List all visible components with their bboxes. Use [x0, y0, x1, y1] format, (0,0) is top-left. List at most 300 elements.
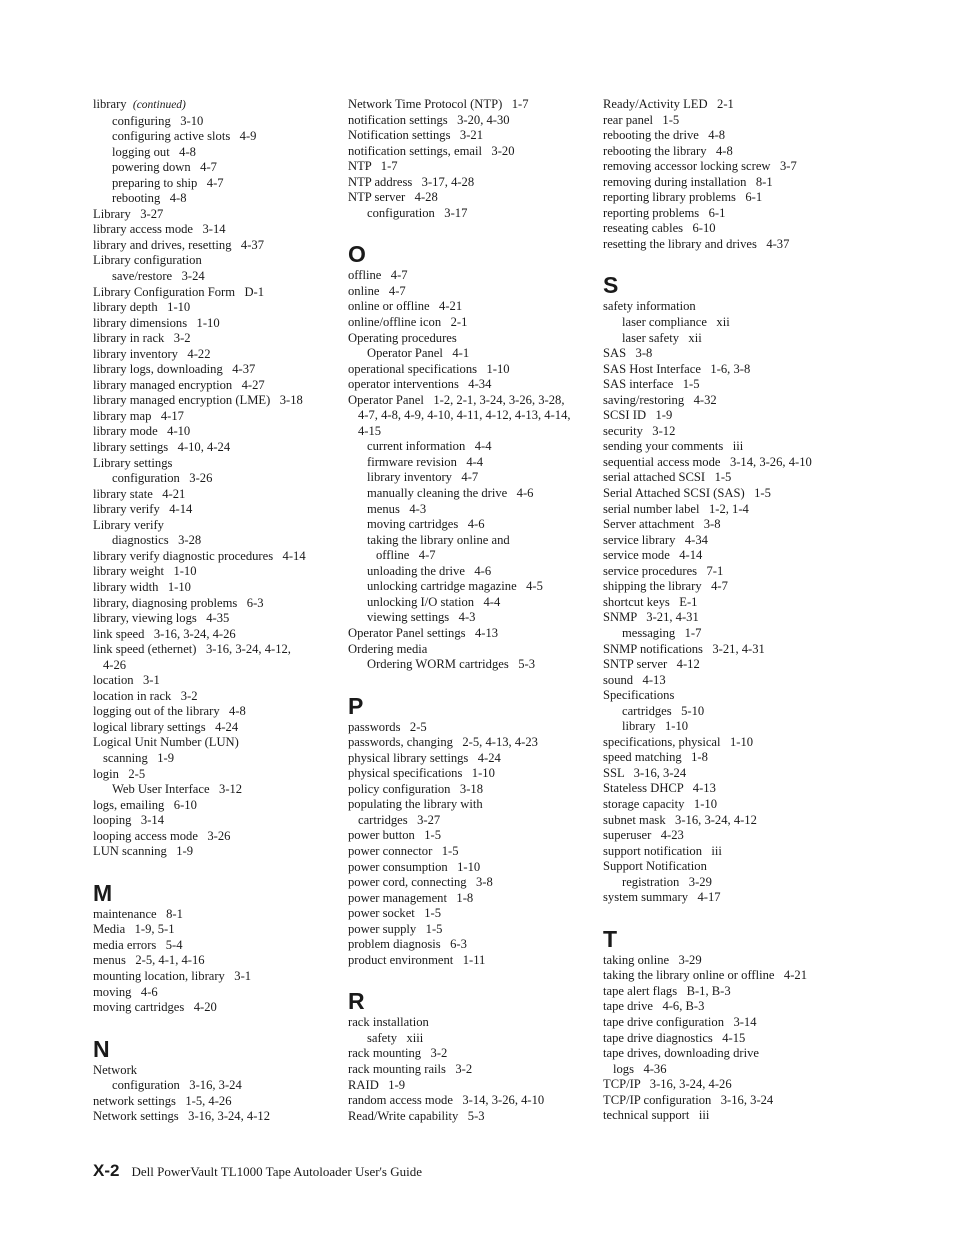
index-entry-text: notification settings, email 3-20	[348, 143, 515, 158]
index-entry-text: serial attached SCSI 1-5	[603, 470, 732, 485]
index-entry-text: Read/Write capability 5-3	[348, 1108, 485, 1123]
index-entry	[348, 1062, 593, 1078]
index-entry-text: login 2-5	[93, 766, 146, 781]
index-entry	[93, 767, 338, 783]
index-entry-text: library 1-10	[622, 719, 689, 734]
index-subentry	[348, 455, 593, 471]
index-entry	[93, 985, 338, 1001]
index-entry-text: LUN scanning 1-9	[93, 844, 194, 859]
index-entry	[603, 362, 848, 378]
index-subentry	[603, 1062, 848, 1078]
index-entry	[93, 393, 338, 409]
index-entry-text: Specifications	[603, 688, 675, 703]
index-entry	[603, 735, 848, 751]
index-entry	[603, 502, 848, 518]
index-entry-text: safety information	[603, 299, 696, 314]
index-subentry	[348, 813, 593, 829]
index-entry-text: rebooting the drive 4-8	[603, 128, 726, 143]
index-entry-text: library inventory 4-7	[367, 470, 479, 485]
index-subentry	[603, 875, 848, 891]
index-entry	[348, 1109, 593, 1125]
index-entry-text: Operator Panel 1-2, 2-1, 3-24, 3-26, 3-28,	[348, 392, 565, 407]
index-entry-text: library map 4-17	[93, 408, 184, 423]
index-entry	[93, 97, 338, 114]
index-entry	[603, 424, 848, 440]
index-subentry	[348, 486, 593, 502]
index-entry	[93, 253, 338, 269]
index-entry-text: library depth 1-10	[93, 300, 191, 315]
index-entry-text: library verify diagnostic procedures 4-14	[93, 548, 306, 563]
index-entry-text: Logical Unit Number (LUN)	[93, 735, 239, 750]
index-entry-text: service library 4-34	[603, 532, 708, 547]
index-entry	[348, 1078, 593, 1094]
index-entry	[603, 1046, 848, 1062]
index-entry	[93, 316, 338, 332]
index-entry-text: link speed 3-16, 3-24, 4-26	[93, 626, 236, 641]
index-entry	[348, 860, 593, 876]
index-entry	[603, 237, 848, 253]
index-entry-text: operational specifications 1-10	[348, 361, 510, 376]
index-subentry	[348, 1031, 593, 1047]
index-entry-text: notification settings 3-20, 4-30	[348, 112, 510, 127]
index-entry	[603, 844, 848, 860]
index-entry	[348, 797, 593, 813]
index-entry-text: library verify 4-14	[93, 502, 193, 517]
index-entry-text: Ordering media	[348, 641, 428, 656]
index-entry	[348, 284, 593, 300]
index-entry-text: safety xiii	[367, 1030, 424, 1045]
index-subentry	[348, 595, 593, 611]
index-entry-text: Network Time Protocol (NTP) 1-7	[348, 97, 529, 111]
index-entry-text: resetting the library and drives 4-37	[603, 236, 790, 251]
index-entry-text: rack installation	[348, 1015, 429, 1030]
index-entry	[603, 439, 848, 455]
index-entry-text: moving cartridges 4-6	[367, 517, 485, 532]
index-entry-text: passwords 2-5	[348, 719, 427, 734]
index-entry	[603, 859, 848, 875]
index-entry	[348, 828, 593, 844]
index-entry	[603, 579, 848, 595]
index-entry	[348, 953, 593, 969]
index-entry-text: moving 4-6	[93, 984, 158, 999]
index-entry	[603, 797, 848, 813]
index-entry	[93, 285, 338, 301]
index-entry	[348, 393, 593, 409]
index-entry-text: Library configuration	[93, 253, 202, 268]
index-entry-text: laser safety xii	[622, 330, 702, 345]
index-entry-text: reporting problems 6-1	[603, 205, 726, 220]
index-entry-text: power connector 1-5	[348, 843, 459, 858]
index-entry	[603, 984, 848, 1000]
index-entry	[603, 673, 848, 689]
index-subentry	[348, 579, 593, 595]
index-entry-text: powering down 4-7	[112, 160, 217, 175]
index-entry	[348, 626, 593, 642]
index-entry	[603, 1093, 848, 1109]
index-entry	[93, 1109, 338, 1125]
index-entry	[348, 299, 593, 315]
index-entry-text: library settings 4-10, 4-24	[93, 440, 231, 455]
section-letter-heading: O	[348, 241, 366, 268]
index-entry-text: Library verify	[93, 517, 164, 532]
index-entry-text: superuser 4-23	[603, 828, 684, 843]
index-subentry	[93, 269, 338, 285]
index-entry	[603, 564, 848, 580]
index-subentry	[93, 782, 338, 798]
index-entry-text: rear panel 1-5	[603, 112, 680, 127]
index-entry	[93, 331, 338, 347]
index-entry-text: looping 3-14	[93, 813, 165, 828]
index-subentry	[348, 657, 593, 673]
index-entry-text: library weight 1-10	[93, 564, 197, 579]
index-entry	[603, 346, 848, 362]
index-entry-text: SNMP notifications 3-21, 4-31	[603, 641, 765, 656]
index-entry-text: library dimensions 1-10	[93, 315, 220, 330]
index-subentry	[348, 533, 593, 549]
index-entry-text: product environment 1-11	[348, 952, 486, 967]
index-entry	[93, 689, 338, 705]
index-entry	[348, 128, 593, 144]
index-entry-text: Library settings	[93, 455, 173, 470]
index-entry-text: menus 2-5, 4-1, 4-16	[93, 953, 205, 968]
index-entry	[603, 175, 848, 191]
index-entry	[348, 159, 593, 175]
index-entry	[93, 424, 338, 440]
index-entry	[348, 937, 593, 953]
section-letter-heading: S	[603, 272, 619, 299]
index-entry-text: preparing to ship 4-7	[112, 175, 224, 190]
index-entry-text: current information 4-4	[367, 439, 492, 454]
index-entry-text: online/offline icon 2-1	[348, 315, 468, 330]
index-entry	[93, 673, 338, 689]
index-entry	[348, 1046, 593, 1062]
section-letter-heading: N	[93, 1035, 110, 1062]
index-entry-text: library managed encryption 4-27	[93, 377, 265, 392]
index-entry-text: rebooting 4-8	[112, 191, 187, 206]
index-entry	[93, 798, 338, 814]
index-entry-text: removing during installation 8-1	[603, 174, 773, 189]
index-subentry	[348, 548, 593, 564]
index-entry	[603, 999, 848, 1015]
index-entry-text: library	[93, 97, 127, 111]
index-entry-text: online 4-7	[348, 283, 406, 298]
index-entry	[93, 953, 338, 969]
index-entry	[603, 968, 848, 984]
index-subentry	[348, 206, 593, 222]
index-entry	[93, 440, 338, 456]
index-entry-text: Network settings 3-16, 3-24, 4-12	[93, 1109, 270, 1124]
index-entry	[93, 735, 338, 751]
index-entry-text: 4-15	[358, 423, 382, 438]
index-entry-text: taking online 3-29	[603, 952, 702, 967]
index-column-1	[93, 97, 338, 1125]
index-entry	[603, 533, 848, 549]
index-entry	[93, 378, 338, 394]
index-entry-text: logging out 4-8	[112, 144, 196, 159]
index-entry	[93, 922, 338, 938]
index-entry-text: passwords, changing 2-5, 4-13, 4-23	[348, 735, 538, 750]
index-entry	[93, 487, 338, 503]
index-entry-text: SNMP 3-21, 4-31	[603, 610, 699, 625]
page-footer	[93, 1161, 422, 1181]
index-entry-text: laser compliance xii	[622, 315, 730, 330]
index-subentry	[93, 1078, 338, 1094]
index-entry-text: saving/restoring 4-32	[603, 392, 717, 407]
index-subentry	[93, 471, 338, 487]
index-entry-text: scanning 1-9	[103, 750, 174, 765]
index-entry-text: tape drive 4-6, B-3	[603, 999, 705, 1014]
index-entry-text: NTP 1-7	[348, 159, 398, 174]
index-entry-text: logs, emailing 6-10	[93, 797, 197, 812]
index-entry-text: library managed encryption (LME) 3-18	[93, 393, 303, 408]
index-entry-text: unlocking I/O station 4-4	[367, 594, 501, 609]
index-entry-text: support notification iii	[603, 843, 722, 858]
index-entry	[93, 720, 338, 736]
index-subentry	[603, 719, 848, 735]
index-entry-text: rack mounting 3-2	[348, 1046, 448, 1061]
index-column-3	[603, 97, 848, 1124]
index-entry	[348, 875, 593, 891]
index-entry	[348, 906, 593, 922]
index-entry	[603, 1108, 848, 1124]
index-entry	[603, 1031, 848, 1047]
index-entry	[603, 766, 848, 782]
index-entry	[93, 627, 338, 643]
index-subentry	[93, 176, 338, 192]
index-entry-text: SAS 3-8	[603, 346, 653, 361]
index-entry	[348, 175, 593, 191]
index-subentry	[348, 470, 593, 486]
index-entry	[93, 456, 338, 472]
index-entry-text: power supply 1-5	[348, 921, 443, 936]
index-entry-text: populating the library with	[348, 797, 483, 812]
index-entry-text: power socket 1-5	[348, 906, 442, 921]
index-entry-text: Serial Attached SCSI (SAS) 1-5	[603, 486, 771, 501]
index-entry-text: library and drives, resetting 4-37	[93, 237, 265, 252]
index-entry-text: removing accessor locking screw 3-7	[603, 159, 797, 174]
index-entry-text: moving cartridges 4-20	[93, 1000, 217, 1015]
index-entry-text: unlocking cartridge magazine 4-5	[367, 579, 543, 594]
index-entry-text: shipping the library 4-7	[603, 579, 728, 594]
index-entry	[603, 548, 848, 564]
index-entry-text: Operating procedures	[348, 330, 457, 345]
index-entry-text: Operator Panel settings 4-13	[348, 625, 499, 640]
index-entry	[93, 549, 338, 565]
index-entry-text: Library Configuration Form D-1	[93, 284, 265, 299]
index-entry	[603, 610, 848, 626]
index-entry-text: maintenance 8-1	[93, 906, 183, 921]
index-subentry	[93, 191, 338, 207]
index-entry-text: taking the library online or offline 4-21	[603, 968, 808, 983]
section-letter-heading: P	[348, 692, 364, 719]
index-entry	[93, 502, 338, 518]
index-subentry	[348, 610, 593, 626]
index-entry-text: sequential access mode 3-14, 3-26, 4-10	[603, 454, 812, 469]
index-entry	[348, 720, 593, 736]
index-entry-text: offline 4-7	[348, 268, 408, 283]
index-entry	[93, 813, 338, 829]
index-entry-text: library access mode 3-14	[93, 222, 226, 237]
index-entry	[348, 331, 593, 347]
index-entry	[93, 844, 338, 860]
index-entry	[93, 1094, 338, 1110]
index-entry-text: serial number label 1-2, 1-4	[603, 501, 749, 516]
index-entry	[348, 642, 593, 658]
index-entry	[93, 829, 338, 845]
index-entry	[348, 1093, 593, 1109]
index-entry	[93, 611, 338, 627]
index-entry-text: 4-26	[103, 657, 127, 672]
index-entry-text: storage capacity 1-10	[603, 796, 717, 811]
index-entry	[603, 128, 848, 144]
index-entry-text: firmware revision 4-4	[367, 454, 484, 469]
index-entry	[348, 377, 593, 393]
index-entry	[603, 517, 848, 533]
index-entry	[348, 113, 593, 129]
index-entry	[348, 190, 593, 206]
index-entry-text: library mode 4-10	[93, 424, 191, 439]
index-entry	[603, 1015, 848, 1031]
index-entry-text: SSL 3-16, 3-24	[603, 765, 687, 780]
index-entry-text: rebooting the library 4-8	[603, 143, 733, 158]
index-subentry	[348, 517, 593, 533]
index-entry-text: NTP server 4-28	[348, 190, 438, 205]
index-entry	[348, 735, 593, 751]
index-entry-text: configuration 3-17	[367, 205, 468, 220]
index-entry	[348, 751, 593, 767]
index-entry-text: power button 1-5	[348, 828, 442, 843]
index-entry-text: logical library settings 4-24	[93, 719, 239, 734]
index-entry	[603, 890, 848, 906]
index-entry-text: Operator Panel 4-1	[367, 346, 470, 361]
section-letter-heading: M	[93, 879, 113, 906]
index-entry-text: location in rack 3-2	[93, 688, 198, 703]
index-entry	[603, 813, 848, 829]
index-entry	[93, 300, 338, 316]
index-entry-text: library in rack 3-2	[93, 331, 191, 346]
index-entry	[93, 580, 338, 596]
index-entry-text: unloading the drive 4-6	[367, 563, 492, 578]
index-entry	[348, 97, 593, 113]
index-entry	[93, 564, 338, 580]
index-entry-text: diagnostics 3-28	[112, 533, 202, 548]
continued-label: (continued)	[132, 99, 186, 111]
index-entry-text: cartridges 5-10	[622, 703, 705, 718]
index-entry-text: random access mode 3-14, 3-26, 4-10	[348, 1093, 545, 1108]
index-entry-text: logging out of the library 4-8	[93, 704, 246, 719]
index-entry	[348, 315, 593, 331]
index-entry-text: shortcut keys E-1	[603, 594, 698, 609]
index-entry-text: library, viewing logs 4-35	[93, 611, 230, 626]
index-entry-text: library logs, downloading 4-37	[93, 362, 256, 377]
index-entry	[603, 393, 848, 409]
index-entry-text: tape drive diagnostics 4-15	[603, 1030, 746, 1045]
index-entry-text: system summary 4-17	[603, 890, 721, 905]
index-entry	[603, 750, 848, 766]
index-entry-text: library, diagnosing problems 6-3	[93, 595, 264, 610]
index-entry	[348, 782, 593, 798]
index-entry	[603, 97, 848, 113]
index-entry-text: physical specifications 1-10	[348, 766, 495, 781]
index-entry-text: media errors 5-4	[93, 937, 183, 952]
index-entry	[93, 596, 338, 612]
index-entry-text: TCP/IP configuration 3-16, 3-24	[603, 1092, 774, 1107]
index-entry	[603, 159, 848, 175]
index-entry-text: reporting library problems 6-1	[603, 190, 763, 205]
index-entry	[93, 938, 338, 954]
index-entry	[603, 781, 848, 797]
index-entry	[93, 362, 338, 378]
index-entry	[348, 144, 593, 160]
index-entry	[603, 470, 848, 486]
index-subentry	[603, 704, 848, 720]
index-entry	[603, 595, 848, 611]
index-entry-text: library inventory 4-22	[93, 346, 211, 361]
index-entry	[93, 207, 338, 223]
index-entry-text: library width 1-10	[93, 579, 191, 594]
index-entry-text: sending your comments iii	[603, 439, 744, 454]
index-entry	[93, 1000, 338, 1016]
index-entry-text: offline 4-7	[376, 548, 436, 563]
index-entry-text: policy configuration 3-18	[348, 781, 484, 796]
index-entry-text: SCSI ID 1-9	[603, 408, 673, 423]
index-entry-text: manually cleaning the drive 4-6	[367, 486, 534, 501]
index-subentry	[603, 315, 848, 331]
index-entry-text: Ready/Activity LED 2-1	[603, 97, 734, 111]
index-entry-text: reseating cables 6-10	[603, 221, 716, 236]
index-entry	[603, 657, 848, 673]
index-subentry	[93, 658, 338, 674]
index-entry	[93, 409, 338, 425]
index-entry-text: configuration 3-16, 3-24	[112, 1078, 242, 1093]
index-entry-text: tape drives, downloading drive	[603, 1046, 759, 1061]
index-entry-text: power cord, connecting 3-8	[348, 875, 493, 890]
index-entry-text: subnet mask 3-16, 3-24, 4-12	[603, 812, 757, 827]
index-entry-text: Notification settings 3-21	[348, 128, 484, 143]
index-entry	[348, 891, 593, 907]
section-letter-heading: R	[348, 988, 365, 1015]
index-column-2	[348, 97, 593, 1124]
index-entry-text: registration 3-29	[622, 874, 712, 889]
index-entry	[603, 408, 848, 424]
index-entry-text: menus 4-3	[367, 501, 427, 516]
index-entry-text: physical library settings 4-24	[348, 750, 501, 765]
index-entry	[93, 907, 338, 923]
index-entry-text: messaging 1-7	[622, 625, 702, 640]
index-entry-text: security 3-12	[603, 423, 676, 438]
index-entry-text: Ordering WORM cartridges 5-3	[367, 657, 535, 672]
index-entry-text: tape alert flags B-1, B-3	[603, 983, 731, 998]
index-entry-text: specifications, physical 1-10	[603, 734, 754, 749]
index-entry-text: problem diagnosis 6-3	[348, 937, 467, 952]
index-entry	[603, 1077, 848, 1093]
index-entry-text: save/restore 3-24	[112, 269, 205, 284]
index-subentry	[93, 751, 338, 767]
index-entry-text: Stateless DHCP 4-13	[603, 781, 716, 796]
index-entry-text: Web User Interface 3-12	[112, 782, 243, 797]
index-entry	[93, 518, 338, 534]
index-entry-text: configuring active slots 4-9	[112, 129, 257, 144]
index-subentry	[93, 129, 338, 145]
index-entry	[348, 1015, 593, 1031]
index-entry-text: Server attachment 3-8	[603, 517, 721, 532]
index-entry-text: looping access mode 3-26	[93, 828, 231, 843]
index-entry	[603, 688, 848, 704]
index-entry	[603, 221, 848, 237]
index-subentry	[603, 331, 848, 347]
index-entry-text: link speed (ethernet) 3-16, 3-24, 4-12,	[93, 642, 291, 657]
index-entry	[603, 377, 848, 393]
